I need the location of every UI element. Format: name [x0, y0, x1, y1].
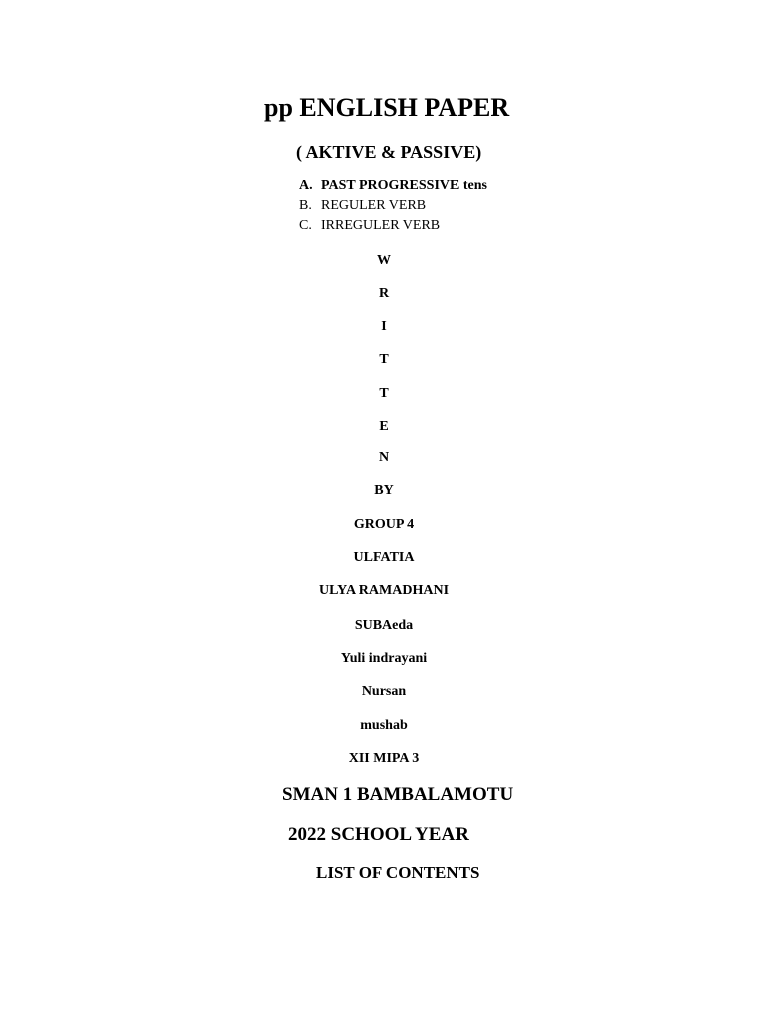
list-item-text: PAST PROGRESSIVE tens [321, 178, 487, 193]
list-item-text: REGULER VERB [321, 198, 427, 213]
school-year: 2022 SCHOOL YEAR [288, 824, 469, 845]
class-name: XII MIPA 3 [348, 751, 420, 766]
member-name: SUBAeda [354, 618, 414, 633]
page-title: pp ENGLISH PAPER [264, 93, 510, 122]
member-name: Yuli indrayani [340, 651, 428, 666]
member-name: Nursan [361, 684, 407, 699]
written-letter: T [379, 352, 389, 367]
list-item-text: IRREGULER VERB [321, 218, 441, 233]
list-marker: C. [299, 218, 312, 233]
group-name: GROUP 4 [353, 517, 415, 532]
member-name: ULYA RAMADHANI [318, 583, 450, 598]
school-name: SMAN 1 BAMBALAMOTU [282, 784, 514, 805]
written-letter: I [381, 319, 387, 334]
written-letter: E [379, 419, 389, 434]
written-letter: W [377, 253, 391, 268]
contents-heading: LIST OF CONTENTS [316, 863, 480, 882]
member-name: mushab [360, 718, 408, 733]
written-letter: R [378, 286, 390, 301]
list-item [299, 219, 487, 239]
written-letter: N [378, 450, 390, 465]
member-name: ULFATIA [353, 550, 415, 565]
topic-list [299, 179, 487, 239]
list-marker: A. [299, 178, 313, 193]
written-letter: T [379, 386, 389, 401]
list-item [299, 199, 487, 219]
list-item [299, 179, 487, 199]
by-label: BY [374, 483, 394, 498]
page-subtitle: ( AKTIVE & PASSIVE) [296, 142, 482, 162]
list-marker: B. [299, 198, 312, 213]
